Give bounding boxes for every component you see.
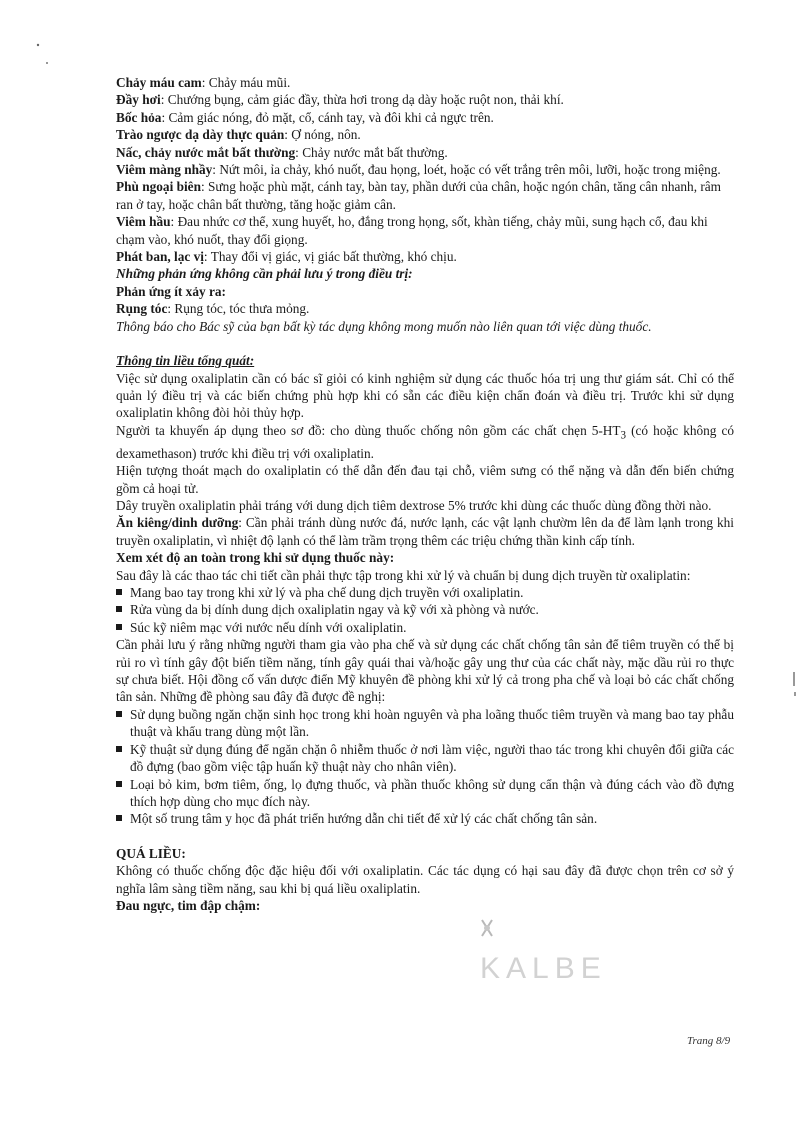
side-effect-term: Đầy hơi [116,92,161,108]
side-effect-desc: : Thay đổi vị giác, vị giác bất thường, khó chịu. [203,249,457,265]
side-effect-desc: : Nứt môi, ỉa chảy, khó nuốt, đau họng, loét, hoặc có vết trắng trên môi, lưỡi, hoặc trong miệng. [212,162,721,178]
safety-bullets-1 [116,584,734,636]
side-effect-term: Chảy máu cam [116,75,202,90]
side-effect-item [116,91,734,108]
hair-loss-desc: : Rụng tóc, tóc thưa mỏng. [167,301,310,317]
side-effect-desc: : Sưng hoặc phù mặt, cánh tay, bàn tay, phần dưới của chân, hoặc ngón chân, tăng cân nhanh, râm ran ở tay, hoặc chân bất thường, tăng hoặc giảm cân. [116,179,722,212]
side-effect-term: Trào ngược dạ dày thực quản [116,127,285,143]
safety-heading: Xem xét độ an toàn trong khi sử dụng thuốc này: [116,550,395,566]
side-effect-term: Phát ban, lạc vị [116,249,204,265]
bullet-item: Sử dụng buồng ngăn chặn sinh học trong khi hoàn nguyên và pha loãng thuốc tiêm truyền và mang bao tay phẫu thuật và khẩu trang dùng một lần. [116,706,734,741]
side-effect-desc: : Đau nhức cơ thể, xung huyết, ho, đắng trong họng, sốt, khàn tiếng, chảy mũi, sung hạch cổ, đau khi chạm vào, khó nuốt, thay đổi giọng. [116,214,708,247]
hair-loss-term: Rụng tóc [116,301,168,317]
bullet-item: Loại bỏ kim, bơm tiêm, ống, lọ đựng thuốc, và phần thuốc không sử dụng cẩn thận và đúng cách vào đồ đựng thích hợp dùng cho mục đích này. [116,776,734,811]
general-info-heading: Thông tin liều tổng quát: [116,353,255,369]
spacer [116,828,734,845]
general-info-p1: Việc sử dụng oxaliplatin cần có bác sĩ giỏi có kinh nghiệm sử dụng các thuốc hóa trị ung thư giám sát. Chỉ có thể quản lý điều trị và các biến chứng phù hợp khi có sẵn các điều kiện chẩn đoán và điều trị. Trước khi sử dụng oxaliplatin không đòi hỏi thủy hợp. [116,370,734,421]
side-effect-term: Bốc hỏa [116,109,162,125]
bullet-item: Súc kỹ niêm mạc với nước nếu dính với oxaliplatin. [116,619,734,636]
page-number: Trang 8/9 [687,1035,731,1047]
general-info-p4: Dây truyền oxaliplatin phải tráng với dung dịch tiêm dextrose 5% trước khi dùng các thuốc dùng đồng thời nào. [116,498,712,513]
side-effect-term: Viêm hầu [116,214,171,230]
diet-term: Ăn kiêng/dinh dưỡng [116,515,239,531]
side-effects-list [116,74,734,265]
side-effect-desc: : Ợ nóng, nôn. [284,127,361,143]
side-effect-item [116,161,734,178]
safety-intro: Sau đây là các thao tác chi tiết cần phải thực tập trong khi xử lý và chuẩn bị dung dịch truyền từ oxaliplatin: [116,567,691,583]
document-page [116,74,734,914]
side-effect-item [116,126,734,143]
spacer [116,335,734,352]
side-effect-term: Phù ngoại biên [116,179,201,195]
general-info-p3: Hiện tượng thoát mạch do oxaliplatin có thể dẫn đến đau tại chỗ, viêm sưng có thể nặng và dẫn đến biến chứng gồm cả hoại tử. [116,463,734,496]
general-info-p2 [116,422,734,462]
general-info-p2-post: (có hoặc không có dexamethason) trước khi điều trị với oxaliplatin. [116,422,734,461]
no-treatment-heading: Những phản ứng không cần phải lưu ý trong điều trị: [116,266,413,282]
rare-reactions-heading: Phản ứng ít xảy ra: [116,283,226,299]
notify-doctor-note: Thông báo cho Bác sỹ của bạn bất kỳ tác dụng không mong muốn nào liên quan tới việc dùng thuốc. [116,318,652,334]
kalbe-watermark-logo [476,918,646,998]
side-effect-term: Viêm màng nhầy [116,162,213,178]
side-effect-item [116,144,734,161]
diet-desc: : Cần phải tránh dùng nước đá, nước lạnh, các vật lạnh chườm lên da để làm lạnh trong khi truyền oxaliplatin, vì nhiệt độ lạnh có thể làm trầm trọng thêm các triệu chứng thần kinh cấp tính. [116,515,734,548]
chest-pain-heading: Đau ngực, tim đập chậm: [116,897,261,913]
bullet-item: Mang bao tay trong khi xử lý và pha chế dung dịch truyền với oxaliplatin. [116,584,734,601]
bullet-item: Rửa vùng da bị dính dung dịch oxaliplatin ngay và kỹ với xà phòng và nước. [116,601,734,618]
side-effect-desc: : Chảy máu mũi. [201,75,291,90]
hair-loss-item [116,300,734,317]
side-effect-item [116,109,734,126]
general-info-p2-pre: Người ta khuyến áp dụng theo sơ đồ: cho dùng thuốc chống nôn gồm các chất chẹn 5-HT [116,422,621,438]
safety-bullets-2 [116,706,734,828]
side-effect-item [116,74,734,91]
diet-paragraph [116,514,734,549]
safety-note: Cần phải lưu ý rằng những người tham gia vào pha chế và sử dụng các chất chống tân sản để tiêm truyền có thể bị rủi ro vì tính gây đột biến tiềm năng, tính gây quái thai và/hoặc gây ung thư của các chất này, mặc dầu rủi ro thực sự chưa biết. Hội đồng cố vấn dược điển Mỹ khuyên đề phòng khi xử lý cả trong pha chế và loại bỏ các chất chống tân sản. Những đề phòng sau đây đã được đề nghị: [116,637,734,705]
overdose-p1: Không có thuốc chống độc đặc hiệu đối với oxaliplatin. Các tác dụng có hại sau đây đã được chọn trên cơ sở ý nghĩa lâm sàng tiềm năng, sau khi bị quá liều oxaliplatin. [116,863,734,896]
bullet-item: Một số trung tâm y học đã phát triển hướng dẫn chi tiết để xử lý các chất chống tân sản. [116,810,734,827]
watermark-text: KALBE [480,952,607,985]
side-effect-desc: : Chướng bụng, cảm giác đầy, thừa hơi trong dạ dày hoặc ruột non, thải khí. [160,92,564,108]
general-info-p2-sub: 3 [620,429,627,442]
side-effect-term: Nấc, chảy nước mắt bất thường [116,144,296,160]
side-effect-desc: : Chảy nước mắt bất thường. [295,144,448,160]
side-effect-item [116,248,734,265]
side-effect-item [116,213,734,248]
side-effect-item [116,178,734,213]
overdose-heading: QUÁ LIỀU: [116,845,186,861]
bullet-item: Kỹ thuật sử dụng đúng để ngăn chặn ô nhiễm thuốc ở nơi làm việc, người thao tác trong khi chuyên đổi giữa các đồ đựng (bao gồm việc tập huấn kỹ thuật này cho nhân viên). [116,741,734,776]
side-effect-desc: : Cảm giác nóng, đỏ mặt, cổ, cánh tay, và đôi khi cả ngực trên. [161,109,494,125]
